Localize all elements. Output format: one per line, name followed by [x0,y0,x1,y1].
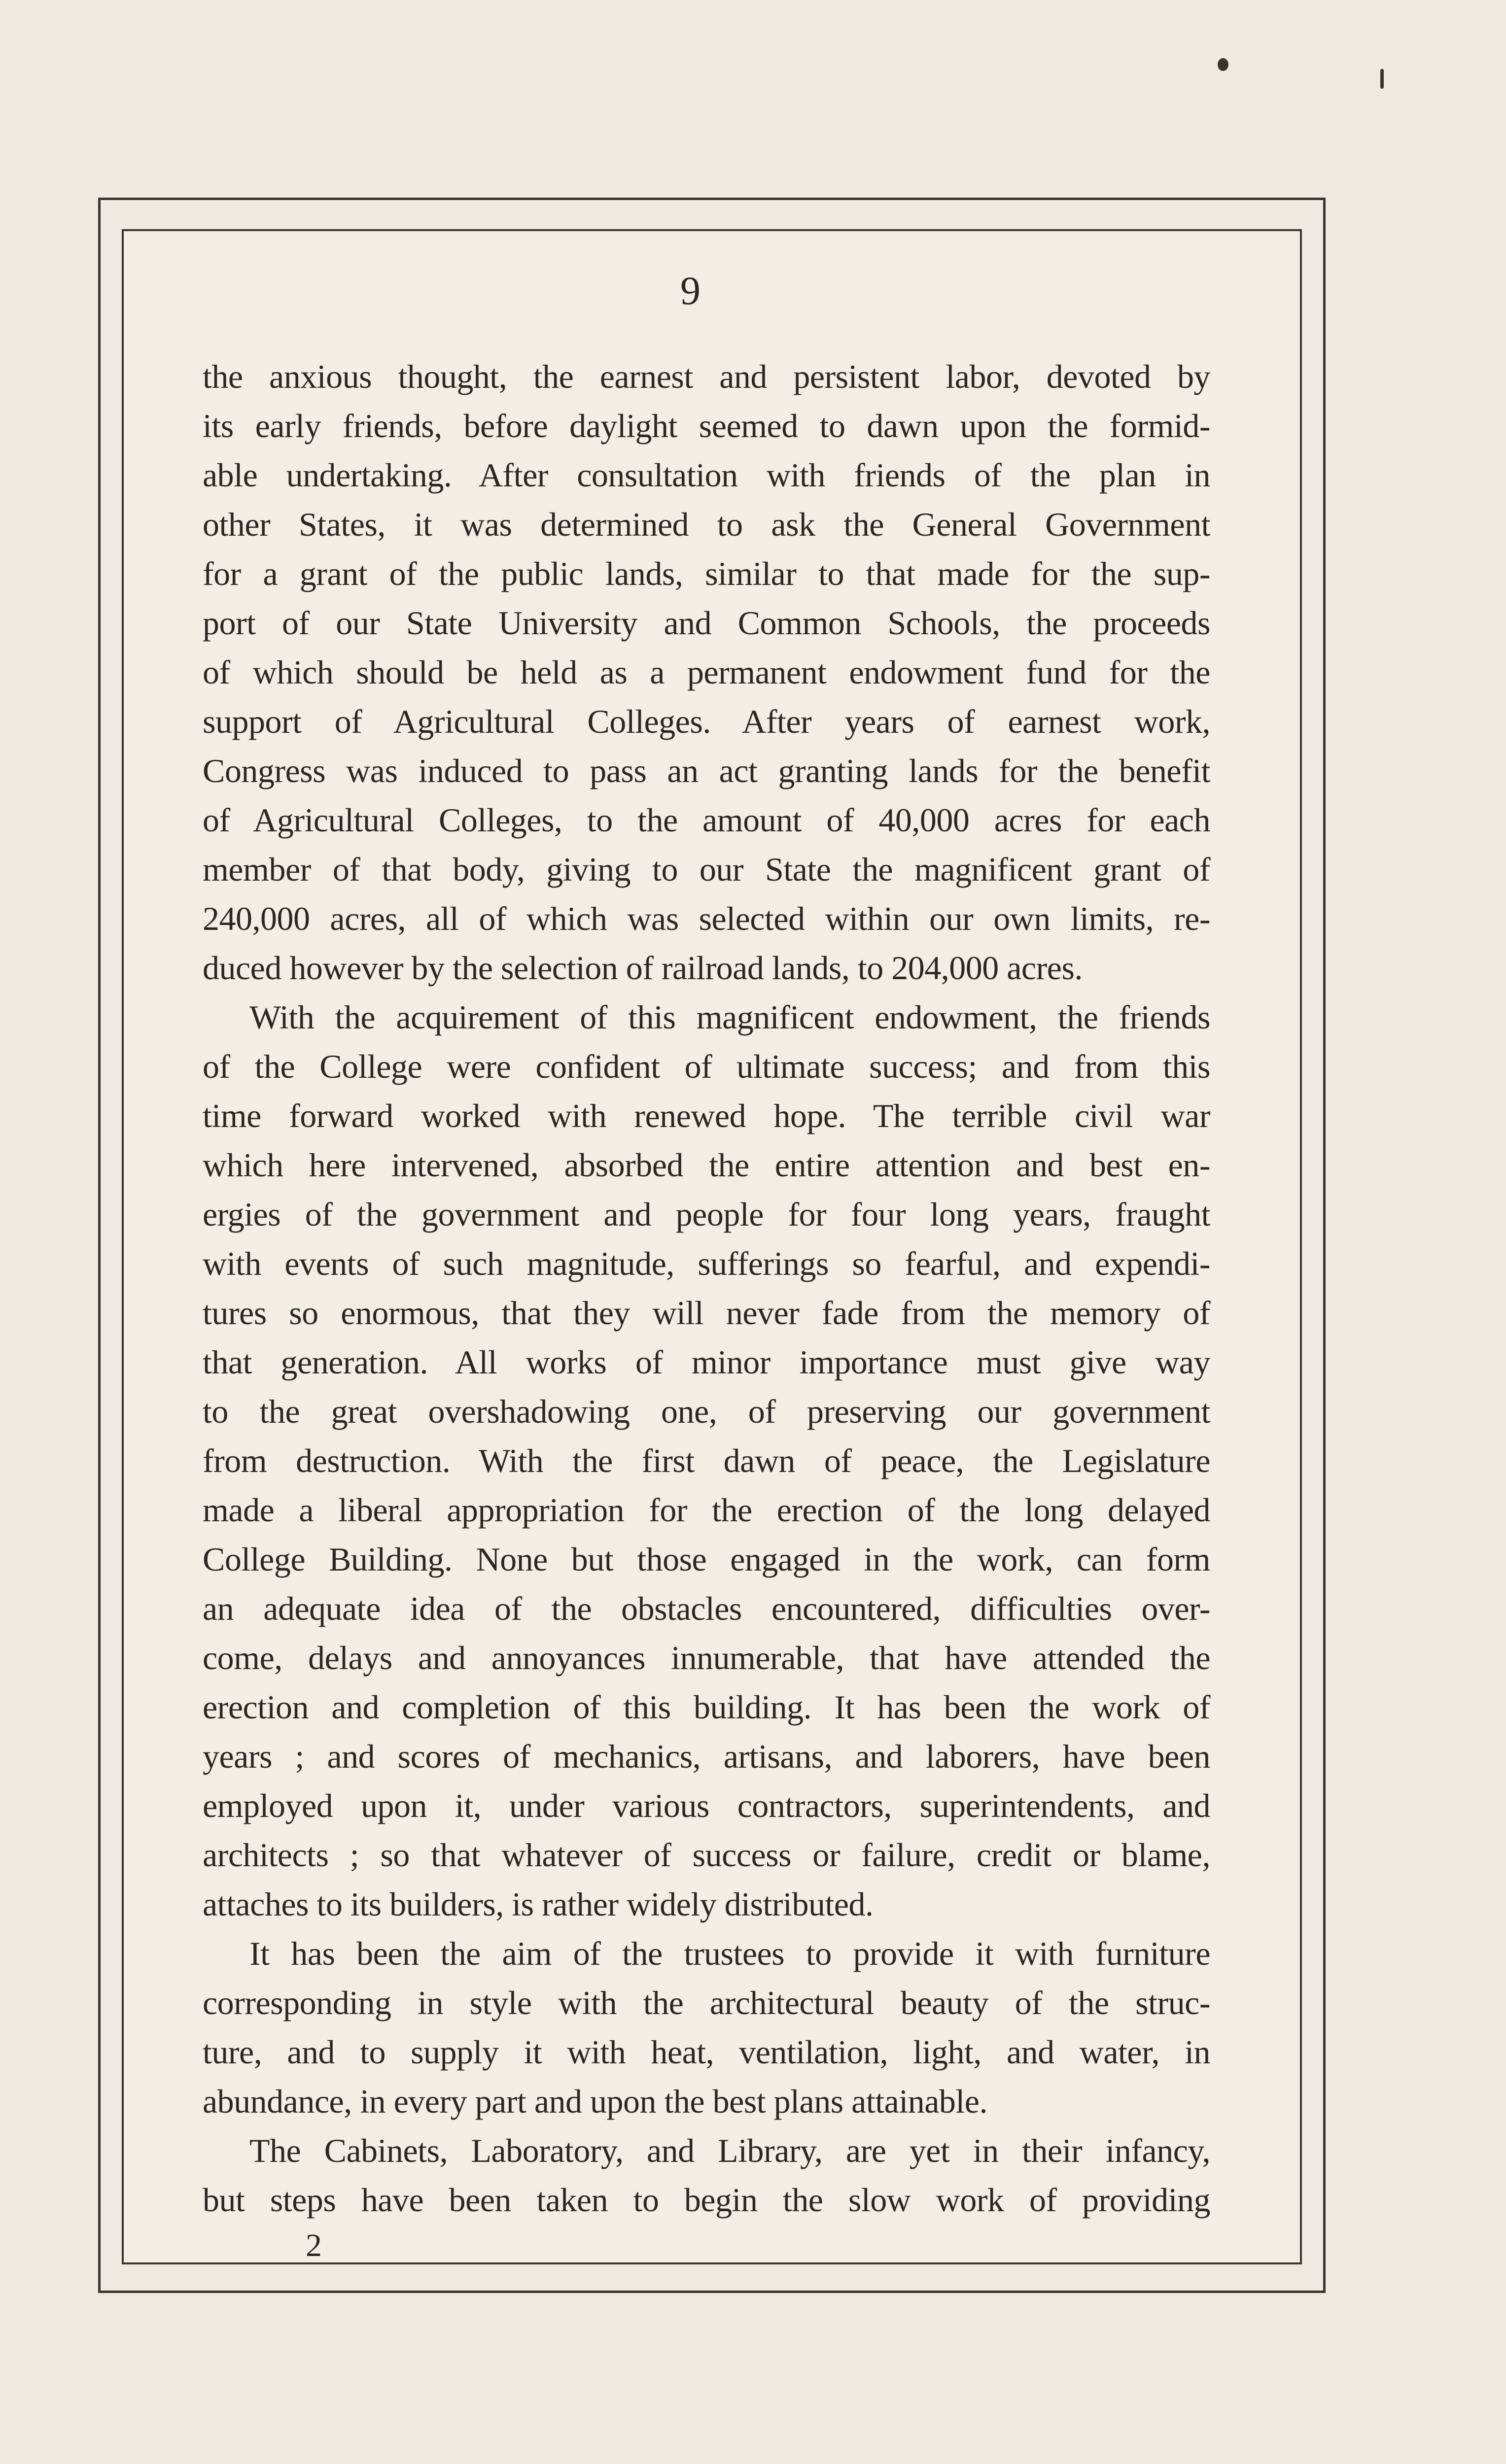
text-line: duced however by the selection of railroad lands, to 204,000 acres. [203,949,1083,987]
text-line: ergies of the government and people for four long years, fraught [203,1196,1210,1233]
text-line: With the acquirement of this magnificent endowment, the friends [249,998,1210,1036]
text-line: made a liberal appropriation for the erection of the long delayed [203,1491,1210,1529]
body-text [203,352,1210,2224]
signature-mark: 2 [306,2227,322,2263]
text-line: member of that body, giving to our State the magnificent grant of [203,851,1210,888]
text-line: 240,000 acres, all of which was selected within our own limits, re- [203,900,1210,937]
text-line: support of Agricultural Colleges. After years of earnest work, [203,703,1210,740]
text-line: of Agricultural Colleges, to the amount of 40,000 acres for each [203,801,1210,839]
text-line: employed upon it, under various contractors, superintendents, and [203,1787,1210,1824]
text-line: attaches to its builders, is rather widely distributed. [203,1885,874,1923]
text-line: for a grant of the public lands, similar to that made for the sup- [203,555,1210,592]
text-line: years ; and scores of mechanics, artisans, and laborers, have been [203,1738,1210,1775]
paragraph [203,2126,1210,2224]
text-line: other States, it was determined to ask the General Government [203,506,1210,543]
text-line: from destruction. With the first dawn of peace, the Legislature [203,1442,1210,1479]
text-line: College Building. None but those engaged in the work, can form [203,1540,1210,1578]
text-line: the anxious thought, the earnest and persistent labor, devoted by [203,358,1210,395]
page-number: 9 [680,268,700,313]
text-line: that generation. All works of minor importance must give way [203,1343,1210,1381]
paragraph [203,992,1210,1929]
text-line: corresponding in style with the architectural beauty of the struc- [203,1984,1210,2021]
text-line: come, delays and annoyances innumerable, that have attended the [203,1639,1210,1677]
paragraph [203,352,1210,992]
text-line: of which should be held as a permanent endowment fund for the [203,653,1210,691]
paragraph [203,1929,1210,2126]
text-line: The Cabinets, Laboratory, and Library, are yet in their infancy, [249,2132,1210,2169]
ink-speck [1380,69,1384,89]
text-line: port of our State University and Common Schools, the proceeds [203,604,1210,642]
text-line: time forward worked with renewed hope. The terrible civil war [203,1097,1210,1134]
text-line: which here intervened, absorbed the entire attention and best en- [203,1146,1210,1184]
text-line: its early friends, before daylight seemed to dawn upon the formid- [203,407,1210,445]
text-line: of the College were confident of ultimate success; and from this [203,1048,1210,1085]
text-line: with events of such magnitude, sufferings so fearful, and expendi- [203,1245,1210,1282]
ink-speck [1218,58,1228,71]
text-line: to the great overshadowing one, of preserving our government [203,1393,1210,1430]
text-line: an adequate idea of the obstacles encountered, difficulties over- [203,1590,1210,1627]
text-line: ture, and to supply it with heat, ventilation, light, and water, in [203,2033,1210,2071]
text-line: tures so enormous, that they will never fade from the memory of [203,1294,1210,1332]
text-line: erection and completion of this building. It has been the work of [203,1688,1210,1726]
text-line: abundance, in every part and upon the best plans attainable. [203,2083,987,2120]
text-line: but steps have been taken to begin the slow work of providing [203,2181,1210,2219]
text-line: able undertaking. After consultation with friends of the plan in [203,456,1210,494]
text-line: It has been the aim of the trustees to provide it with furniture [249,1935,1210,1972]
text-line: Congress was induced to pass an act granting lands for the benefit [203,752,1210,789]
text-line: architects ; so that whatever of success or failure, credit or blame, [203,1836,1210,1874]
